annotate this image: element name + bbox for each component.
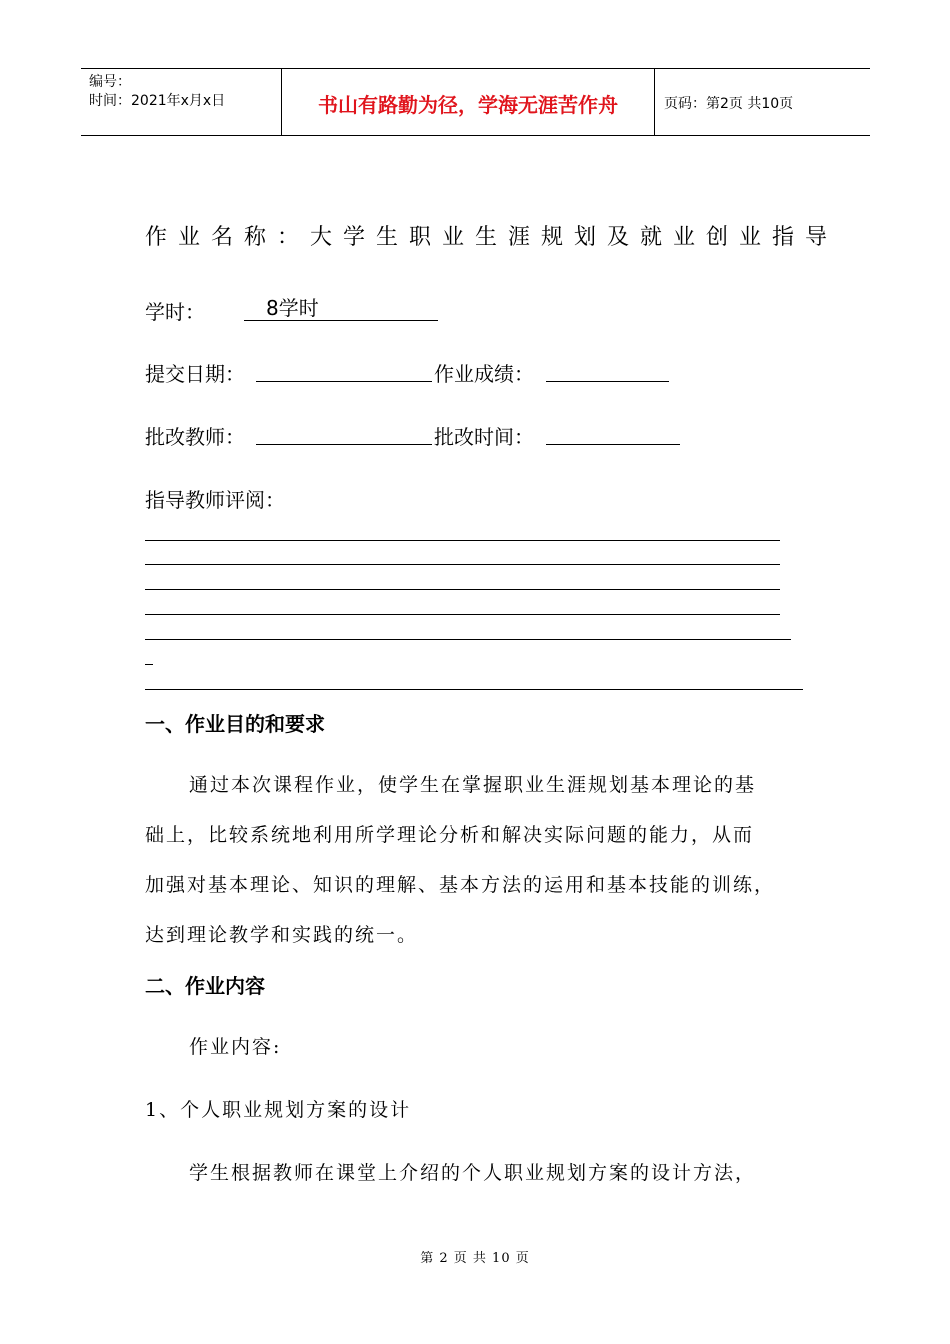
section2-heading: 二、作业内容	[145, 974, 265, 998]
section1-line: 达到理论教学和实践的统一。	[145, 924, 419, 946]
hours-value: 8学时	[244, 296, 438, 321]
grade-time-blank	[546, 444, 680, 445]
number-label: 编号：	[89, 74, 131, 90]
header-page-info: 页码：第2页 共10页	[664, 96, 794, 112]
submit-date-label: 提交日期：	[145, 362, 245, 386]
page-header	[81, 68, 870, 136]
review-line	[145, 589, 780, 590]
section2-item1: 1、个人职业规划方案的设计	[145, 1099, 412, 1121]
review-line	[145, 614, 780, 615]
review-line	[145, 540, 780, 541]
review-line	[145, 639, 791, 640]
header-motto: 书山有路勤为径，学海无涯苦作舟	[318, 93, 618, 117]
review-dash	[145, 664, 153, 665]
review-line	[145, 689, 803, 690]
header-meta	[89, 73, 225, 111]
review-label: 指导教师评阅：	[145, 488, 285, 512]
section1-line: 础上，比较系统地利用所学理论分析和解决实际问题的能力，从而	[145, 824, 755, 846]
section1-line: 加强对基本理论、知识的理解、基本方法的运用和基本技能的训练，	[145, 874, 776, 896]
section2-intro: 作业内容:	[189, 1036, 282, 1058]
grader-label: 批改教师：	[145, 425, 245, 449]
section1-line: 通过本次课程作业，使学生在掌握职业生涯规划基本理论的基	[189, 774, 757, 796]
grade-blank	[546, 381, 669, 382]
date-label: 时间：2021年x月x日	[89, 93, 226, 109]
header-divider	[654, 69, 655, 135]
grade-label: 作业成绩：	[434, 362, 534, 386]
review-line	[145, 564, 780, 565]
section2-item1-text: 学生根据教师在课堂上介绍的个人职业规划方案的设计方法，	[189, 1162, 757, 1184]
grade-time-label: 批改时间：	[434, 425, 534, 449]
page-footer: 第 2 页 共 10 页	[420, 1251, 530, 1266]
section1-heading: 一、作业目的和要求	[145, 712, 325, 736]
assignment-title: 作业名称：大学生职业生涯规划及就业创业指导	[145, 225, 839, 250]
hours-label: 学时：	[145, 300, 205, 324]
grader-blank	[256, 444, 432, 445]
submit-date-blank	[256, 381, 432, 382]
